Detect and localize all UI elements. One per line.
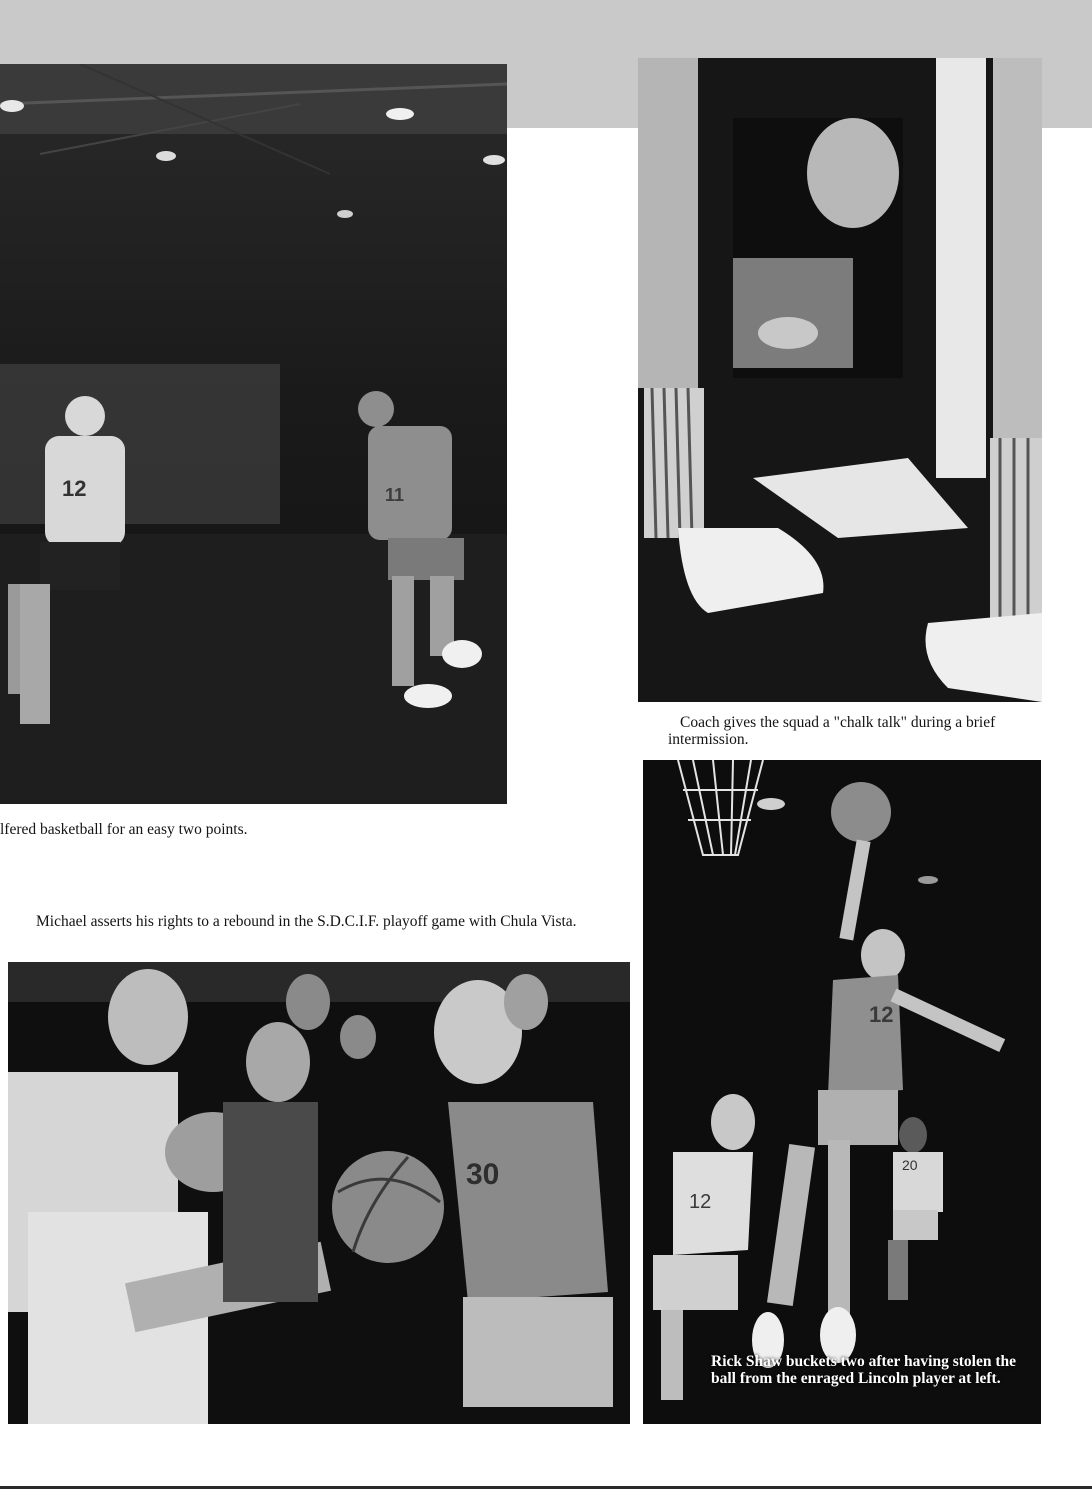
striped-sock bbox=[644, 388, 704, 538]
hanging-towel bbox=[936, 58, 986, 478]
ceiling-lamp bbox=[0, 100, 24, 112]
photo-layup bbox=[643, 760, 1041, 1424]
photo-game-action bbox=[0, 64, 507, 804]
ceiling-lamp bbox=[386, 108, 414, 120]
photo-rebound bbox=[8, 962, 630, 1424]
basketball bbox=[332, 1151, 444, 1263]
jersey-number: 12 bbox=[689, 1191, 712, 1213]
jersey-number: 20 bbox=[902, 1157, 918, 1173]
jersey-number: 30 bbox=[466, 1158, 500, 1191]
jersey-number: 12 bbox=[869, 1002, 894, 1027]
caption-bottom-left: Michael asserts his rights to a rebound in the S.D.C.I.F. playoff game with Chula Vista. bbox=[36, 913, 577, 930]
coach bbox=[733, 118, 903, 378]
ceiling-lamp bbox=[918, 876, 938, 884]
caption-top-right: Coach gives the squad a "chalk talk" during a brief intermission. bbox=[668, 714, 996, 748]
jersey-number: 11 bbox=[385, 485, 405, 505]
caption-top-left: lfered basketball for an easy two points. bbox=[0, 821, 248, 838]
striped-sock bbox=[990, 438, 1042, 618]
photo-coach-chalk-talk bbox=[638, 58, 1042, 702]
caption-bottom-right: Rick Shaw buckets two after having stolen the ball from the enraged Lincoln player at left. bbox=[711, 1353, 1016, 1387]
ceiling-lamp bbox=[156, 151, 176, 161]
ceiling-lamp bbox=[337, 210, 353, 218]
basketball bbox=[831, 782, 891, 842]
ceiling-lamp bbox=[483, 155, 505, 165]
bottom-rule bbox=[0, 1486, 1092, 1489]
player-dark-jersey bbox=[223, 1102, 318, 1302]
ceiling-lamp bbox=[757, 798, 785, 810]
jersey-number: 12 bbox=[62, 476, 87, 501]
